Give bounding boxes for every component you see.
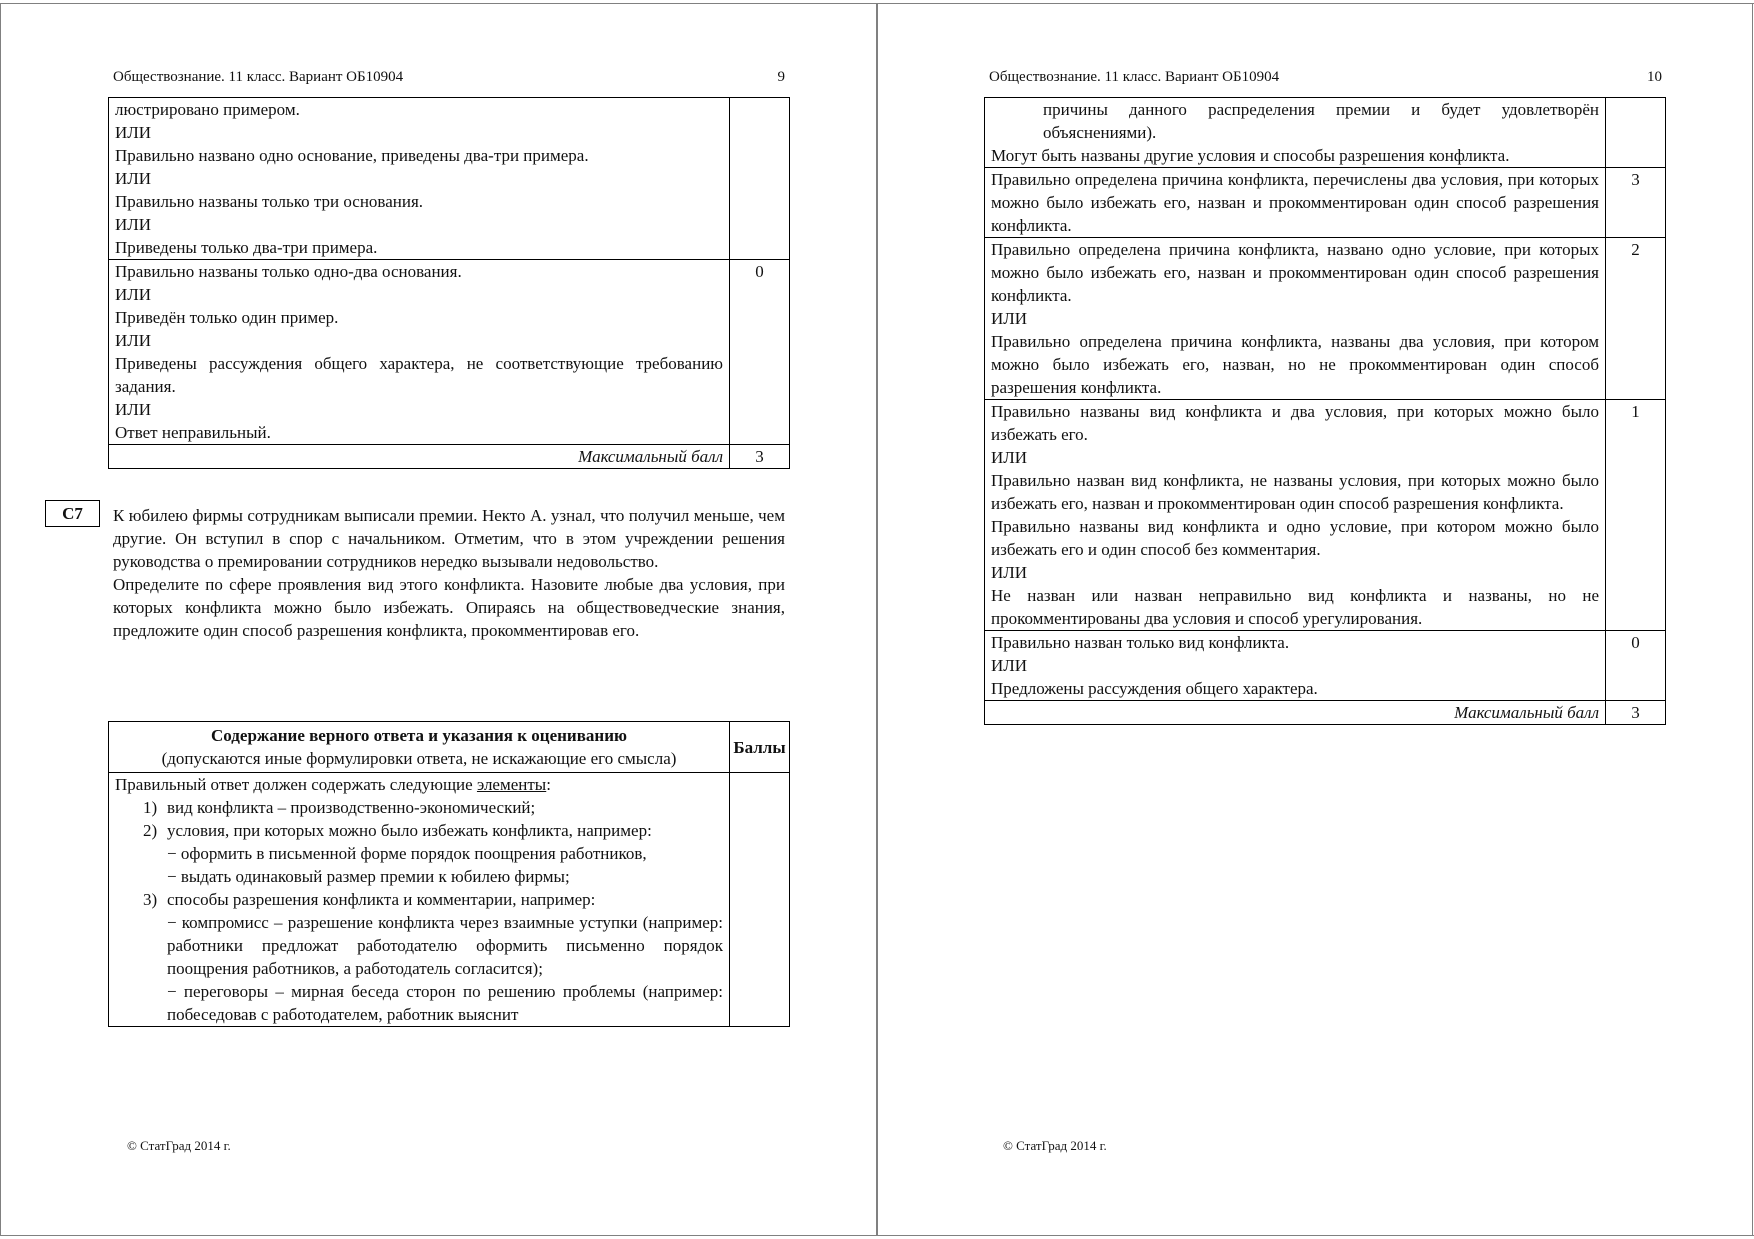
list-subitem: − компромисс – разрешение конфликта через взаимные уступки (например: работники предложат работодателю оформить письменно порядок поощрения работников, а работодатель согласится); <box>167 913 723 978</box>
score-cell: 0 <box>1606 631 1666 701</box>
score-cell: 1 <box>1606 400 1666 631</box>
header-title: Обществознание. 11 класс. Вариант ОБ10904 <box>989 69 1280 85</box>
criteria-line: ИЛИ <box>115 123 152 142</box>
list-subitem: − переговоры – мирная беседа сторон по решению проблемы (например: побеседовав с работодателем, работник выяснит <box>167 982 723 1024</box>
score-cell <box>730 98 790 260</box>
criteria-header-title: Содержание верного ответа и указания к оцениванию <box>211 726 627 745</box>
score-cell: 2 <box>1606 238 1666 400</box>
table-row <box>985 631 1666 701</box>
criteria-cell <box>985 168 1606 238</box>
criteria-line: ИЛИ <box>991 309 1028 328</box>
question-paragraph: К юбилею фирмы сотрудникам выписали премии. Некто А. узнал, что получил меньше, чем другие. Он вступил в спор с начальником. Отметим, что в этом учреждении решения руководства о премировании сотрудников нередко вызывали недовольство. <box>113 506 785 571</box>
criteria-header <box>109 722 730 773</box>
criteria-cell <box>109 98 730 260</box>
criteria-line: ИЛИ <box>991 563 1028 582</box>
score-cell <box>730 773 790 1027</box>
criteria-line: Предложены рассуждения общего характера. <box>991 679 1318 698</box>
criteria-line: причины данного распределения премии и будет удовлетворён объяснениями). <box>1043 100 1599 142</box>
question-paragraph: Определите по сфере проявления вид этого конфликта. Назовите любые два условия, при которых конфликта можно было избежать. Опираясь на обществоведческие знания, предложите один способ разрешения конфликта, прокомментировав его. <box>113 575 785 640</box>
list-number: 1) <box>143 798 158 817</box>
criteria-intro <box>115 773 723 796</box>
intro-text: Правильный ответ должен содержать следующие <box>115 775 477 794</box>
criteria-cell <box>985 238 1606 400</box>
max-score-row <box>985 701 1666 725</box>
max-score-label: Максимальный балл <box>109 445 730 469</box>
list-item <box>115 819 723 842</box>
criteria-line: Могут быть названы другие условия и способы разрешения конфликта. <box>991 146 1510 165</box>
criteria-line: Правильно определена причина конфликта, названы два условия, при котором можно было избежать его, назван, но не прокомментирован один способ разрешения конфликта. <box>991 332 1599 397</box>
table-row <box>985 168 1666 238</box>
criteria-line: Приведены только два-три примера. <box>115 238 378 257</box>
criteria-line: Правильно названы только одно-два основания. <box>115 262 462 281</box>
score-cell <box>1606 98 1666 168</box>
criteria-line: Правильно определена причина конфликта, перечислены два условия, при которых можно было избежать его, назван и прокомментирован один способ разрешения конфликта. <box>991 170 1599 235</box>
criteria-line: ИЛИ <box>115 285 152 304</box>
criteria-cell <box>109 773 730 1027</box>
page-footer: © СтатГрад 2014 г. <box>1003 1138 1107 1153</box>
criteria-table-continued <box>984 97 1666 725</box>
max-score-label: Максимальный балл <box>985 701 1606 725</box>
criteria-header-note: (допускаются иные формулировки ответа, не искажающие его смысла) <box>161 749 677 768</box>
max-score-row <box>109 445 790 469</box>
list-item <box>115 888 723 911</box>
list-subitem: − выдать одинаковый размер премии к юбилею фирмы; <box>167 867 570 886</box>
score-cell: 3 <box>1606 168 1666 238</box>
list-subitem: − оформить в письменной форме порядок поощрения работников, <box>167 844 647 863</box>
score-cell: 0 <box>730 260 790 445</box>
continued-criteria-table <box>108 97 790 469</box>
criteria-line: Приведены рассуждения общего характера, не соответствующие требованию задания. <box>115 354 723 396</box>
answer-criteria-table <box>108 721 790 1027</box>
criteria-cell <box>985 400 1606 631</box>
intro-underlined: элементы <box>476 775 547 794</box>
table-row <box>985 400 1666 631</box>
criteria-line: Правильно названо одно основание, приведены два-три примера. <box>115 146 589 165</box>
criteria-line: Правильно назван вид конфликта, не названы условия, при которых можно было избежать его, назван и прокомментирован один способ разрешения конфликта. <box>991 471 1599 513</box>
criteria-line: ИЛИ <box>991 656 1028 675</box>
max-score-value: 3 <box>730 445 790 469</box>
criteria-line: Правильно определена причина конфликта, названо одно условие, при которых можно было избежать его, назван и прокомментирован один способ разрешения конфликта. <box>991 240 1599 305</box>
score-header <box>730 722 790 773</box>
criteria-cell <box>109 260 730 445</box>
criteria-line: ИЛИ <box>991 448 1028 467</box>
table-header-row <box>109 722 790 773</box>
criteria-line: Правильно назван только вид конфликта. <box>991 633 1290 652</box>
question-number-box: C7 <box>45 500 100 527</box>
criteria-line: ИЛИ <box>115 400 152 419</box>
table-row <box>109 98 790 260</box>
criteria-line: ИЛИ <box>115 169 152 188</box>
page-number: 10 <box>1647 69 1662 85</box>
list-item <box>115 796 723 819</box>
list-text: способы разрешения конфликта и комментарии, например: <box>167 890 596 909</box>
criteria-line: Правильно названы вид конфликта и одно условие, при котором можно было избежать его и один способ без комментария. <box>991 517 1599 559</box>
intro-colon: : <box>546 775 551 794</box>
page-footer: © СтатГрад 2014 г. <box>127 1138 231 1153</box>
criteria-line: ИЛИ <box>115 215 152 234</box>
list-number: 3) <box>143 890 158 909</box>
table-row <box>109 773 790 1027</box>
max-score-value: 3 <box>1606 701 1666 725</box>
criteria-cell <box>985 98 1606 168</box>
page-right <box>878 0 1754 1239</box>
list-text: условия, при которых можно было избежать конфликта, например: <box>167 821 652 840</box>
header-title: Обществознание. 11 класс. Вариант ОБ10904 <box>113 69 404 85</box>
table-row <box>985 238 1666 400</box>
question-text <box>113 504 785 642</box>
list-number: 2) <box>143 821 158 840</box>
criteria-line: Ответ неправильный. <box>115 423 271 442</box>
page-left <box>0 0 876 1239</box>
criteria-line: люстрировано примером. <box>115 100 300 119</box>
score-header-label: Баллы <box>733 737 786 757</box>
criteria-line: Правильно названы вид конфликта и два условия, при которых можно было избежать его. <box>991 402 1599 444</box>
table-row <box>985 98 1666 168</box>
page-number: 9 <box>777 69 785 85</box>
criteria-line: Правильно названы только три основания. <box>115 192 424 211</box>
list-text: вид конфликта – производственно-экономический; <box>167 798 536 817</box>
criteria-cell <box>985 631 1606 701</box>
criteria-line: Приведён только один пример. <box>115 308 339 327</box>
criteria-line: Не назван или назван неправильно вид конфликта и названы, но не прокомментированы два условия и способ урегулирования. <box>991 586 1599 628</box>
table-row <box>109 260 790 445</box>
criteria-line: ИЛИ <box>115 331 152 350</box>
